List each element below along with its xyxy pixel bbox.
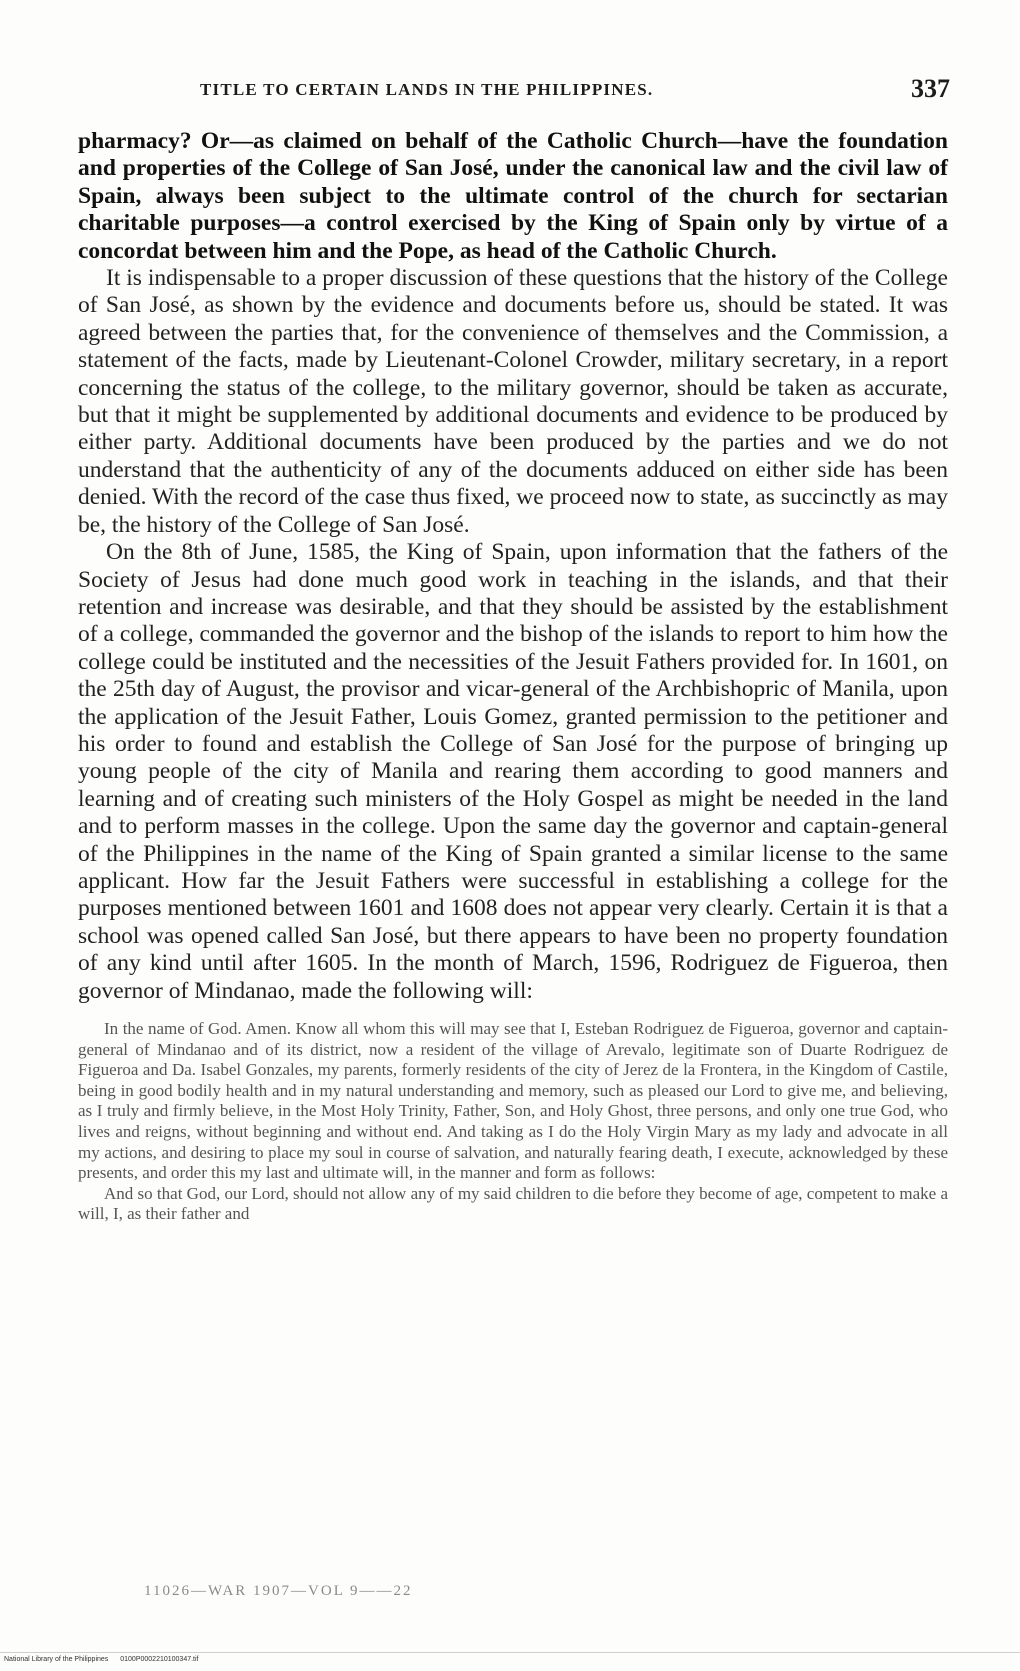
footer-library: National Library of the Philippines <box>4 1656 109 1663</box>
footer-code: 0100P0002210100347.tif <box>120 1656 199 1663</box>
quote-paragraph-1: In the name of God. Amen. Know all whom this will may see that I, Esteban Rodriguez de Figueroa, governor and captain-general of Mindanao and of its district, now a resident of the village of Arevalo, legitimate son of Duarte Rodriguez de Figueroa and Da. Isabel Gonzales, my parents, formerly residents of the city of Jerez de la Frontera, in the Kingdom of Castile, being in good bodily health and in my natural understanding and memory, such as pleased our Lord to give me, and believing, as I truly and firmly believe, in the Most Holy Trinity, Father, Son, and Holy Ghost, three persons, and only one true God, who lives and reigns, without beginning and without end. And taking as I do the Holy Virgin Mary as my lady and advocate in all my actions, and desiring to place my soul in course of salvation, and naturally fearing death, I execute, acknowledged by these presents, and order this my last and ultimate will, in the manner and form as follows: <box>78 1019 948 1183</box>
page-body <box>78 128 948 1225</box>
scan-footer <box>4 1656 209 1663</box>
paragraph-2: It is indispensable to a proper discussion of these questions that the history of the College of San José, as shown by the evidence and documents before us, should be stated. It was agreed between the parties that, for the convenience of themselves and the Commission, a statement of the facts, made by Lieutenant-Colonel Crowder, military secretary, in a report concerning the status of the college, to the military governor, should be taken as accurate, but that it might be supplemented by additional documents and evidence to be produced by either party. Additional documents have been produced by the parties and we do not understand that the authenticity of any of the documents adduced on either side has been denied. With the record of the case thus fixed, we proceed now to state, as succinctly as may be, the history of the College of San José. <box>78 265 948 538</box>
quote-paragraph-2: And so that God, our Lord, should not allow any of my said children to die before they become of age, competent to make a will, I, as their father and <box>78 1183 948 1224</box>
running-title: TITLE TO CERTAIN LANDS IN THE PHILIPPINES. <box>200 80 654 99</box>
page-header <box>200 74 950 108</box>
scan-edge-line <box>0 1652 1020 1653</box>
printer-signature-mark: 11026—WAR 1907—VOL 9——22 <box>144 1583 413 1599</box>
will-quotation <box>78 1019 948 1225</box>
page-number: 337 <box>911 74 950 103</box>
paragraph-3: On the 8th of June, 1585, the King of Spain, upon information that the fathers of the Society of Jesus had done much good work in teaching in the islands, and that their retention and increase was desirable, and that they should be assisted by the establishment of a college, commanded the governor and the bishop of the islands to report to him how the college could be instituted and the necessities of the Jesuit Fathers provided for. In 1601, on the 25th day of August, the provisor and vicar-general of the Archbishopric of Manila, upon the application of the Jesuit Father, Louis Gomez, granted permission to the petitioner and his order to found and establish the College of San José for the purpose of bringing up young people of the city of Manila and rearing them according to good manners and learning and of creating such ministers of the Holy Gospel as might be needed in the land and to perform masses in the college. Upon the same day the governor and captain-general of the Philippines in the name of the King of Spain granted a similar license to the same applicant. How far the Jesuit Fathers were successful in establishing a college for the purposes mentioned between 1601 and 1608 does not appear very clearly. Certain it is that a school was opened called San José, but there appears to have been no property foundation of any kind until after 1605. In the month of March, 1596, Rodriguez de Figueroa, then governor of Mindanao, made the following will: <box>78 539 948 1004</box>
paragraph-1: pharmacy? Or—as claimed on behalf of the Catholic Church—have the foundation and properties of the College of San José, under the canonical law and the civil law of Spain, always been subject to the ultimate control of the church for sectarian charitable purposes—a control exercised by the King of Spain only by virtue of a concordat between him and the Pope, as head of the Catholic Church. <box>78 128 948 264</box>
